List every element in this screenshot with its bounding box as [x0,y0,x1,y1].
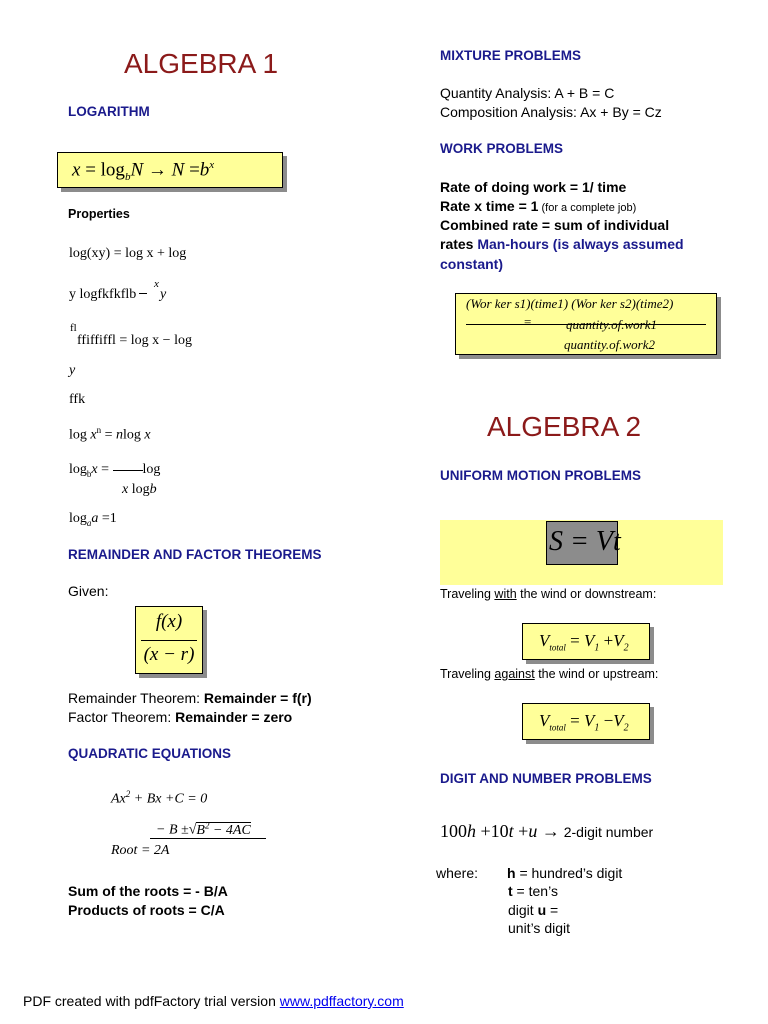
logarithm-formula-box [57,152,283,188]
motion-formula-band [440,520,723,585]
quadratic-equation: $Ax^2 + Bx +C = 0$ [111,789,208,807]
log-prop-y: y [160,287,167,302]
log-prop-product: log(xy) = log x + log [69,246,187,261]
logarithm-heading: LOGARITHM [68,104,150,119]
quantity-analysis: Quantity Analysis: A + B = C [440,85,615,101]
work-heading: WORK PROBLEMS [440,141,563,156]
product-of-roots: Products of roots = C/A [68,902,225,918]
work-formula-box [455,293,717,355]
fraction-denominator: (x − r) [143,644,195,665]
with-formula: $V_{total} = V_1 +V_2$ [539,631,629,654]
log-prop-quotient: ffiffiffl = log x − log [77,333,192,348]
h-definition: h = hundred’s digit [507,865,623,881]
log-prop-power: $\log x^n = nlog$ x [69,425,151,443]
algebra1-title: ALGEBRA 1 [124,48,279,79]
work-formula-top: (Wor ker s1)(time1) (Wor ker s2)(time2) [466,296,674,311]
log-prop-identity: $\log_aa =1$ [69,511,117,528]
algebra2-title: ALGEBRA 2 [487,411,642,442]
work-formula-equals: = [524,314,532,329]
quadratic-root-denominator: Root = 2A [111,843,170,858]
remainder-heading: REMAINDER AND FACTOR THEOREMS [68,547,322,562]
log-prop-quotient-y: y [69,363,76,378]
digit-heading: DIGIT AND NUMBER PROBLEMS [440,771,652,786]
fraction-numerator: f(x) [155,611,183,632]
remainder-fraction-box [135,606,203,674]
where-label: where: [436,865,479,881]
given-label: Given: [68,583,109,599]
factor-theorem: Factor Theorem: Remainder = zero [68,709,293,725]
rate-times-time: Rate x time = 1 (for a complete job) [440,198,637,214]
work-formula-q2: quantity.of.work2 [564,337,655,352]
log-prop-garbled: y logfkfkflb [69,287,150,303]
properties-label: Properties [68,207,130,221]
digit-formula-line: 100h +10t +u → 2-digit number [440,821,654,841]
logarithm-formula: $x = \log_bN \to N =b^x$ [72,159,215,184]
work-formula-q1: quantity.of.work1 [566,317,657,332]
motion-heading: UNIFORM MOTION PROBLEMS [440,468,641,483]
quadratic-heading: QUADRATIC EQUATIONS [68,746,231,761]
log-prop-x: x [154,278,159,290]
t-definition: t = ten’s [508,883,558,899]
fraction-bar [141,640,197,641]
u-definition: digit u = [508,902,559,918]
rates-manhours: rates Man-hours (is always assumed [440,236,684,252]
combined-rate: Combined rate = sum of individual [440,217,670,233]
traveling-against: Traveling against the wind or upstream: [440,667,659,681]
remainder-theorem: Remainder Theorem: Remainder = f(r) [68,690,312,706]
quadratic-root-bar [150,838,266,839]
constant-text: constant) [440,256,503,272]
motion-formula: S = Vt [549,526,621,557]
traveling-with: Traveling with the wind or downstream: [440,587,657,601]
footer: PDF created with pdfFactory trial version www.pdffactory.com [23,993,404,1009]
composition-analysis: Composition Analysis: Ax + By = Cz [440,104,662,120]
log-prop-change-base-den: x logb [122,482,157,497]
with-formula-box [522,623,650,660]
log-prop-fl: fl [70,322,77,334]
sum-of-roots: Sum of the roots = - B/A [68,883,228,899]
against-formula-box [522,703,650,740]
log-prop-ffk: ffk [69,392,86,407]
rate-of-work: Rate of doing work = 1/ time [440,179,627,195]
mixture-heading: MIXTURE PROBLEMS [440,48,582,63]
against-formula: $V_{total} = V_1 -V_2$ [539,711,629,734]
u-description: unit’s digit [508,920,571,936]
quadratic-root-numerator: − $B \pm√B^2 - 4AC$ [156,820,251,838]
motion-formula-box [546,521,621,565]
pdffactory-link[interactable]: www.pdffactory.com [279,993,404,1009]
log-prop-change-base: $\log_bx = \log$ [69,462,161,479]
